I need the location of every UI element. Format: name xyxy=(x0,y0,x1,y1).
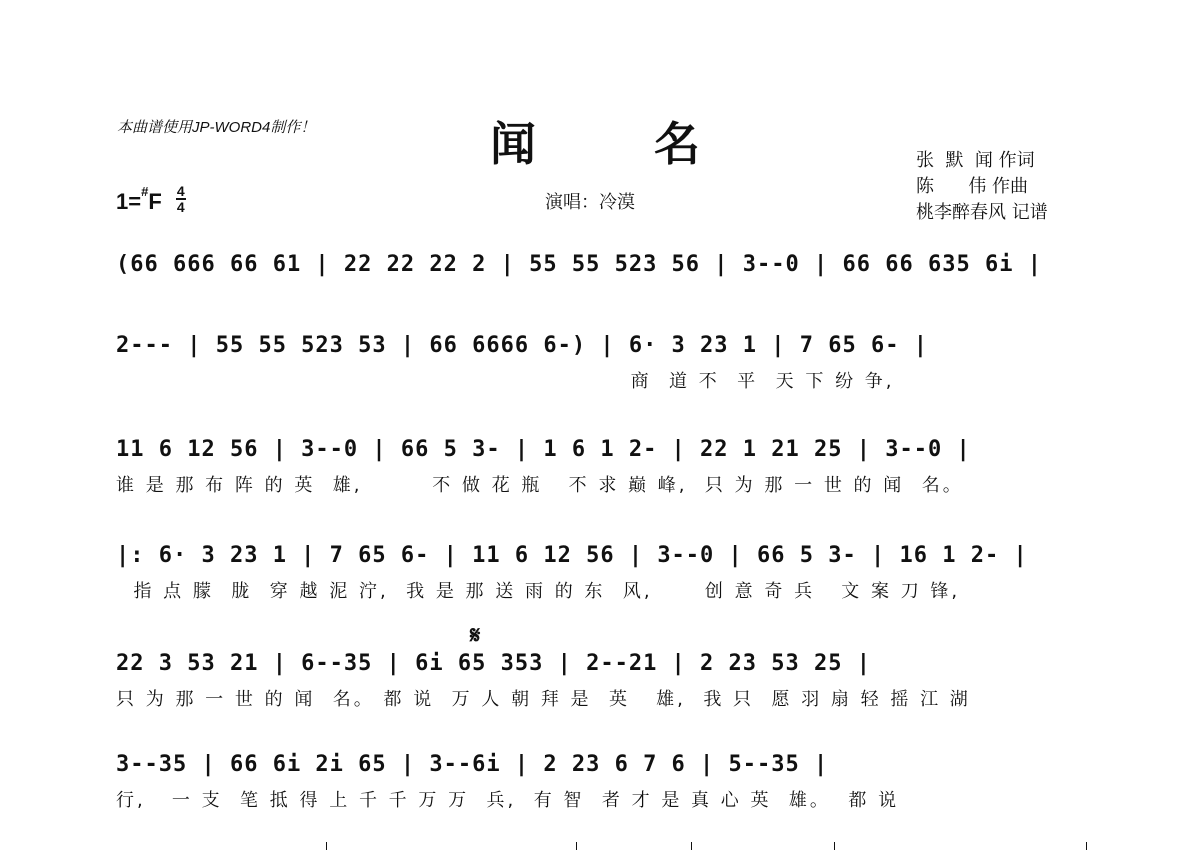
segno-sign: 𝄋 xyxy=(470,620,481,649)
score-notes: (66 666 66 61 | 22 22 22 2 | 55 55 523 56 | 3--0 | 66 66 635 6i | xyxy=(116,252,1042,277)
barline xyxy=(326,842,327,850)
next-score-line-partial xyxy=(116,842,1088,850)
transcriber-credit: 桃李醉春风 记谱 xyxy=(916,202,1048,223)
score-line-1 xyxy=(116,252,1088,312)
time-signature-numerator: 4 xyxy=(176,183,185,199)
software-credit-note: 本曲谱使用JP-WORD4制作！ xyxy=(117,119,316,136)
score-notes: 3--35 | 66 6i 2i 65 | 3--6i | 2 23 6 7 6 | 5--35 | xyxy=(116,752,829,777)
time-signature-denominator: 4 xyxy=(176,199,185,215)
score-line-6 xyxy=(116,752,1088,812)
score-lyrics: 只 为 那 一 世 的 闻 名。 都 说 万 人 朝 拜 是 英 雄, 我 只 愿 羽 扇 轻 摇 江 湖 xyxy=(116,689,971,710)
barline xyxy=(576,842,577,850)
score-lyrics: 谁 是 那 布 阵 的 英 雄, 不 做 花 瓶 不 求 巅 峰, 只 为 那 一 世 的 闻 名。 xyxy=(116,475,964,496)
score-line-2 xyxy=(116,333,1088,393)
score-line-4 xyxy=(116,543,1088,603)
sharp-sign: # xyxy=(141,184,149,200)
score-notes: 11 6 12 56 | 3--0 | 66 5 3- | 1 6 1 2- | 22 1 21 25 | 3--0 | xyxy=(116,437,971,462)
key-note: F xyxy=(148,188,162,214)
score-notes: |: 6· 3 23 1 | 7 65 6- | 11 6 12 56 | 3--0 | 66 5 3- | 16 1 2- | xyxy=(116,543,1028,568)
barline xyxy=(691,842,692,850)
lyricist-credit: 张 默 闻 作词 xyxy=(916,150,1035,171)
time-signature xyxy=(176,184,186,214)
barline xyxy=(1086,842,1087,850)
credits-block xyxy=(916,148,1048,226)
score-notes: 2--- | 55 55 523 53 | 66 6666 6-) | 6· 3 23 1 | 7 65 6- | xyxy=(116,333,928,358)
key-prefix: 1= xyxy=(116,188,142,214)
score-line-3 xyxy=(116,437,1088,497)
score-lyrics: 商 道 不 平 天 下 纷 争, xyxy=(116,371,895,392)
score-lyrics: 行, 一 支 笔 抵 得 上 千 千 万 万 兵, 有 智 者 才 是 真 心 英 雄。 都 说 xyxy=(116,790,900,811)
singer-label: 演唱：冷漠 xyxy=(545,192,635,213)
song-title: 闻名 xyxy=(490,117,818,171)
score-line-5 xyxy=(116,651,1088,711)
score-lyrics: 指 点 朦 胧 穿 越 泥 泞, 我 是 那 送 雨 的 东 风, 创 意 奇 兵 文 案 刀 锋, xyxy=(116,581,961,602)
score-notes: 22 3 53 21 | 6--35 | 6i 65 353 | 2--21 | 2 23 53 25 | xyxy=(116,651,871,676)
key-signature xyxy=(116,183,186,218)
barline xyxy=(834,842,835,850)
composer-credit: 陈 伟 作曲 xyxy=(916,176,1029,197)
